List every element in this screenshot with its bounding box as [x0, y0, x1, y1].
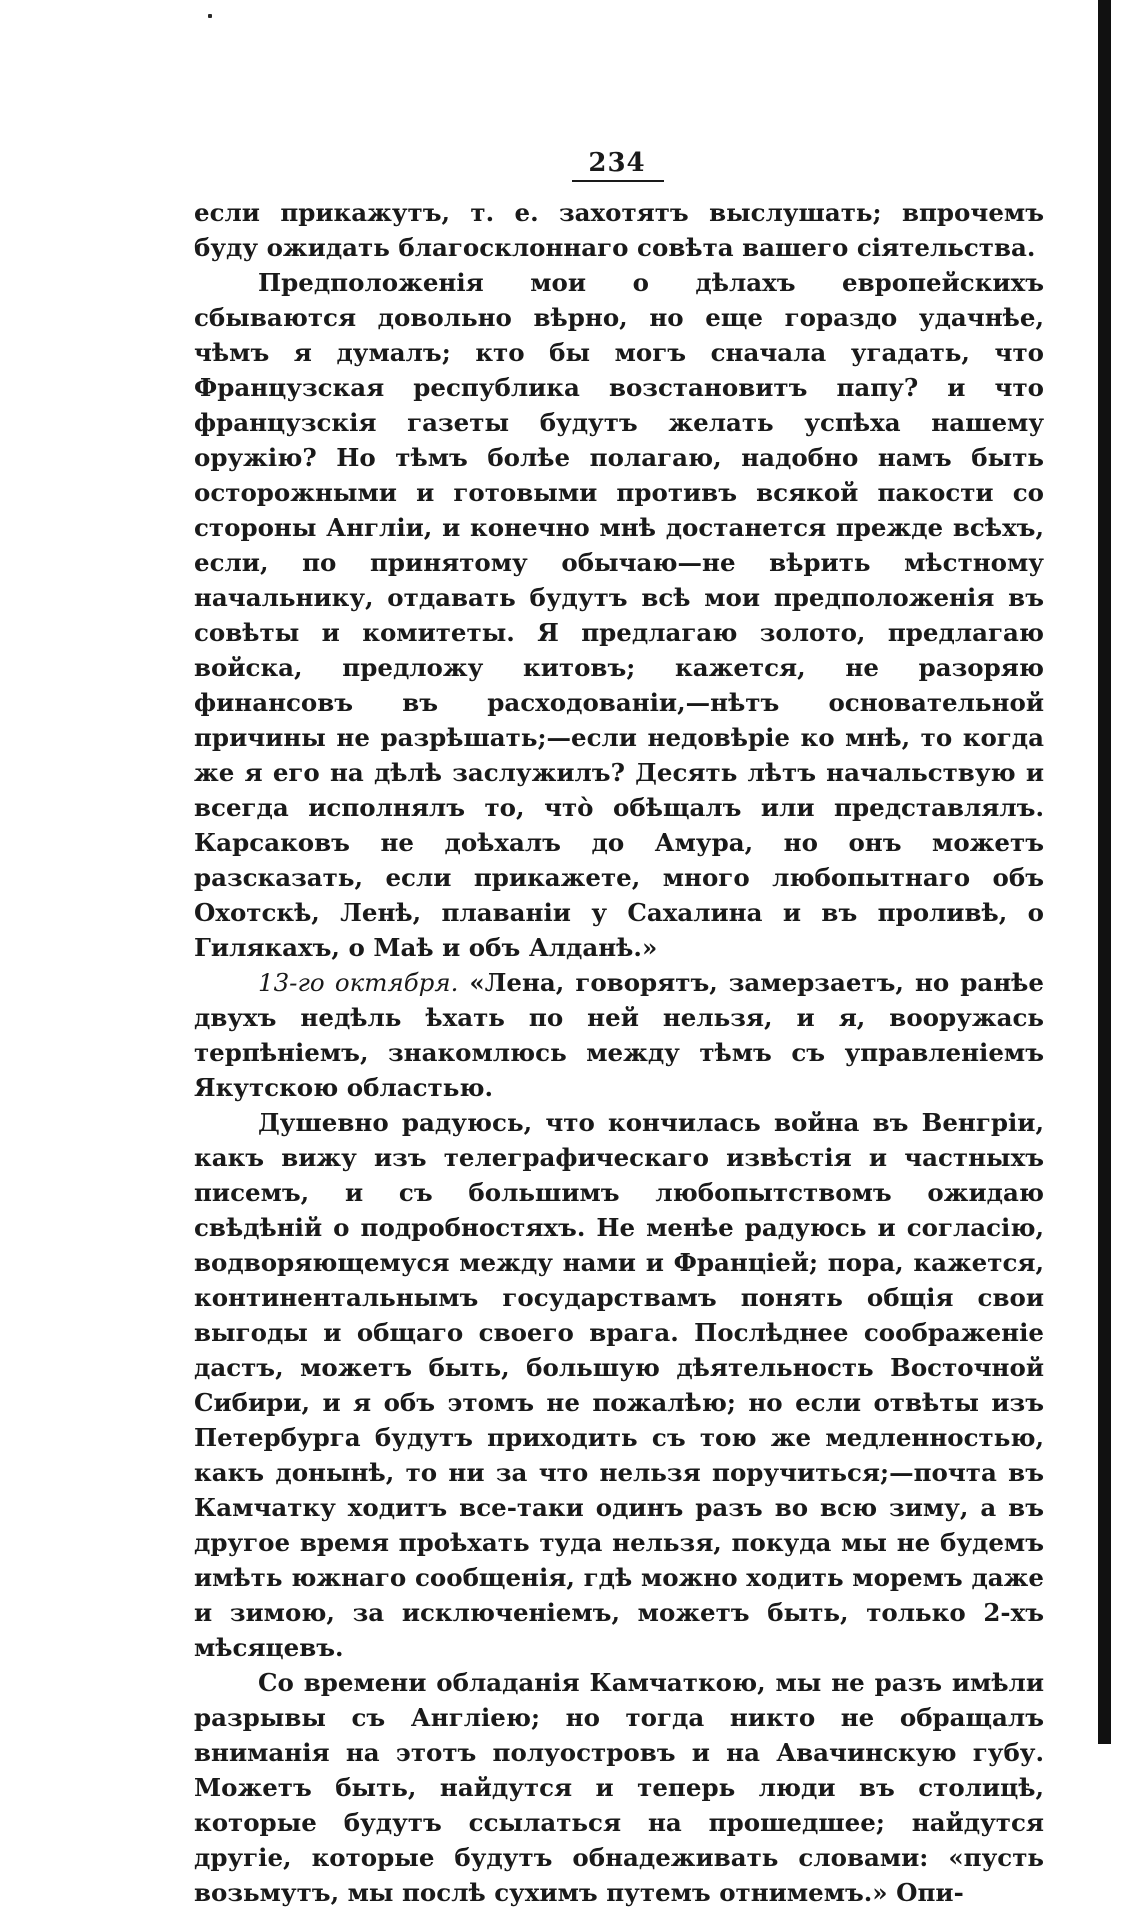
page-number: 234: [588, 148, 646, 178]
paragraph-2: Предположенія мои о дѣлахъ европейскихъ сбываются довольно вѣрно, но еще гораздо удачнѣе, чѣмъ я думалъ; кто бы могъ сначала угадать, что Французская республика возстановитъ папу? и что французскія газеты будутъ желать успѣха нашему оружію? Но тѣмъ болѣе полагаю, надобно намъ быть осторожными и готовыми противъ всякой пакости со стороны Англіи, и конечно мнѣ достанется прежде всѣхъ, если, по принятому обычаю—не вѣрить мѣстному начальнику, отдавать будутъ всѣ мои предположенія въ совѣты и комитеты. Я предлагаю золото, предлагаю войска, предложу китовъ; кажется, не разоряю финансовъ въ расходованіи,—нѣтъ основательной причины не разрѣшать;—если недовѣріе ко мнѣ, то когда же я его на дѣлѣ заслужилъ? Десять лѣтъ начальствую и всегда исполнялъ то, что̀ обѣщалъ или представлялъ. Карсаковъ не доѣхалъ до Амура, но онъ можетъ разсказать, если прикажете, много любопытнаго объ Охотскѣ, Ленѣ, плаваніи у Сахалина и въ проливѣ, о Гилякахъ, о Маѣ и объ Алданѣ.»: [194, 268, 1044, 962]
paragraph-5: Со времени обладанія Камчаткою, мы не разъ имѣли разрывы съ Англіею; но тогда никто не обращалъ вниманія на этотъ полуостровъ и на Авачинскую губу. Можетъ быть, найдутся и теперь люди въ столицѣ, которые будутъ ссылаться на прошедшее; найдутся другіе, которые будутъ обнадеживать словами: «пусть возьмутъ, мы послѣ сухимъ путемъ отнимемъ.» Опи-: [194, 1668, 1044, 1907]
scan-speck: [208, 14, 212, 18]
paragraph-4: Душевно радуюсь, что кончилась война въ Венгріи, какъ вижу изъ телеграфическаго извѣстія и частныхъ писемъ, и съ большимъ любопытствомъ ожидаю свѣдѣній о подробностяхъ. Не менѣе радуюсь и согласію, водворяющемуся между нами и Франціей; пора, кажется, континентальнымъ государствамъ понять общія свои выгоды и общаго своего врага. Послѣднее соображеніе дастъ, можетъ быть, большую дѣятельность Восточной Сибири, и я объ этомъ не пожалѣю; но если отвѣты изъ Петербурга будутъ приходить съ тою же медленностью, какъ донынѣ, то ни за что нельзя поручиться;—почта въ Камчатку ходитъ все-таки одинъ разъ во всю зиму, а въ другое время проѣхать туда нельзя, покуда мы не будемъ имѣть южнаго сообщенія, гдѣ можно ходить моремъ даже и зимою, за исключеніемъ, можетъ быть, только 2-хъ мѣсяцевъ.: [194, 1108, 1044, 1662]
page-number-rule: [572, 180, 664, 182]
paragraph-3: [194, 965, 1044, 1105]
paragraph-3-text: «Лена, говорятъ, замерзаетъ, но ранѣе двухъ недѣль ѣхать по ней нельзя, и я, вооружась терпѣніемъ, знакомлюсь между тѣмъ съ управленіемъ Якутскою областью.: [194, 968, 1044, 1102]
body-text: [194, 195, 1044, 1910]
paragraph-1: если прикажутъ, т. е. захотятъ выслушать; впрочемъ буду ожидать благосклоннаго совѣта вашего сіятельства.: [194, 198, 1044, 262]
entry-date: 13-го октября.: [258, 968, 459, 997]
scan-edge-bar: [1098, 0, 1111, 1744]
